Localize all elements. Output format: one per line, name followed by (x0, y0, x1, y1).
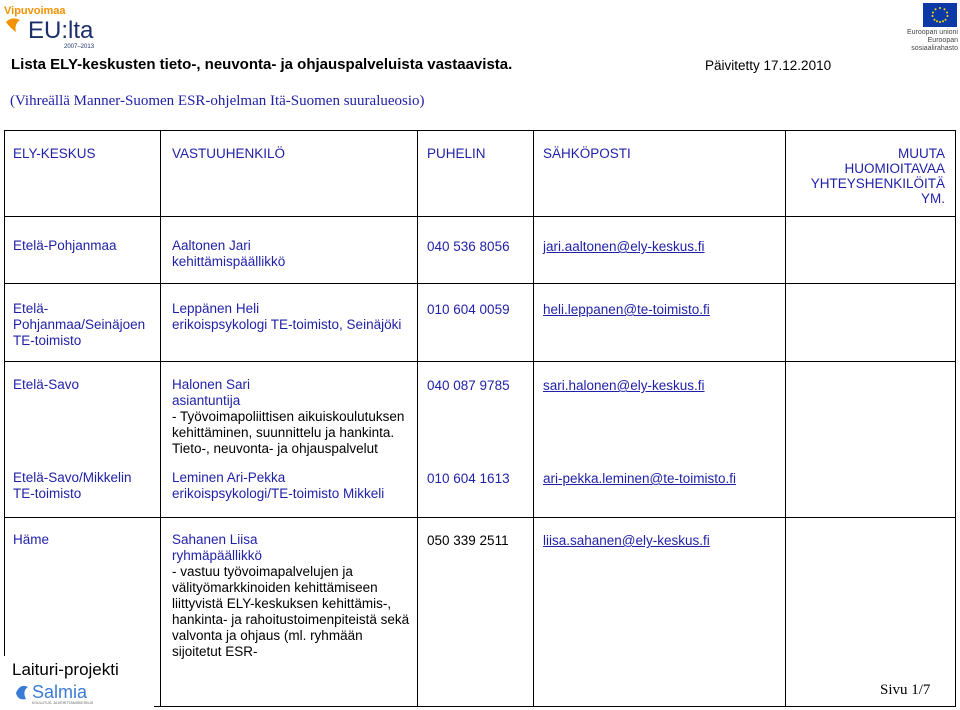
col-header-other: MUUTA HUOMIOITAVAA YHTEYSHENKILÖITÄ YM. (810, 146, 945, 206)
row2-center: Etelä-Pohjanmaa/Seinäjoen TE-toimisto (13, 301, 146, 348)
eu-caption-line2: Euroopan sosiaalirahasto (911, 37, 958, 52)
row4-phone: 010 604 1613 (427, 471, 510, 486)
page-number: Sivu 1/7 (880, 682, 931, 698)
row5-person-desc: - vastuu työvoimapalvelujen ja välityömarkkinoiden kehittämiseen liittyvistä ELY-keskuksen kehittämis-, hankinta- ja rahoitustoimenpiteistä sekä valvonta ja ohjaus (ml. ryhmään sijoitetut ESR- (172, 564, 410, 659)
logo-years-text: 2007–2013 (64, 44, 95, 50)
col-divider-2 (417, 130, 418, 707)
document-subtitle: (Vihreällä Manner-Suomen ESR-ohjelman Itä-Suomen suuralueosio) (10, 93, 425, 109)
footer-project-title: Laituri-projekti (12, 660, 119, 679)
vipuvoimaa-eu-logo (2, 2, 122, 50)
row3-person-role: asiantuntija (172, 393, 241, 408)
row5-person-role: ryhmäpäällikkö (172, 548, 263, 563)
row4-person-role: erikoispsykologi/TE-toimisto Mikkeli (172, 486, 385, 501)
row1-center: Etelä-Pohjanmaa (13, 238, 117, 253)
col-header-phone: PUHELIN (427, 146, 486, 161)
row3-phone: 040 087 9785 (427, 378, 510, 393)
row2-phone: 010 604 0059 (427, 302, 510, 317)
header-bottom-rule (4, 216, 956, 217)
row-rule-1 (4, 283, 956, 284)
col-header-person: VASTUUHENKILÖ (172, 146, 286, 161)
row1-person-cell (172, 238, 410, 270)
row3-person-cell (172, 377, 410, 457)
col-header-center: ELY-KESKUS (13, 146, 96, 161)
row3-person-desc: - Työvoimapoliittisen aikuiskoulutuksen kehittäminen, suunnittelu ja hankinta. Tieto-, neuvonta- ja ohjauspalvelut (172, 409, 405, 456)
row4-email-link[interactable]: ari-pekka.leminen@te-toimisto.fi (543, 471, 737, 486)
row1-person-name: Aaltonen Jari (172, 238, 251, 253)
row3-center: Etelä-Savo (13, 377, 80, 392)
col-divider-3 (533, 130, 534, 707)
row5-phone: 050 339 2511 (427, 533, 509, 548)
row5-email-link[interactable]: liisa.sahanen@ely-keskus.fi (543, 533, 710, 548)
eu-flag-icon (923, 3, 957, 27)
row1-phone: 040 536 8056 (427, 239, 510, 254)
table-top-rule (4, 130, 956, 131)
salmia-logo-text: Salmia (32, 682, 88, 702)
col-divider-4 (785, 130, 786, 707)
col-header-email: SÄHKÖPOSTI (543, 146, 631, 161)
eu-caption-line1: Euroopan unioni (907, 29, 958, 36)
row5-person-cell (172, 532, 410, 660)
row3-email-link[interactable]: sari.halonen@ely-keskus.fi (543, 378, 705, 393)
row2-person-cell (172, 301, 412, 333)
col-divider-1 (160, 130, 161, 707)
updated-date: Päivitetty 17.12.2010 (705, 58, 832, 73)
row2-person-role: erikoispsykologi TE-toimisto, Seinäjöki (172, 317, 402, 332)
salmia-logo (14, 681, 134, 705)
row2-person-name: Leppänen Heli (172, 301, 260, 316)
table-right-border (955, 130, 956, 707)
row4-center: Etelä-Savo/Mikkelin TE-toimisto (13, 470, 132, 501)
row2-email-link[interactable]: heli.leppanen@te-toimisto.fi (543, 302, 710, 317)
salmia-tagline: KOULUTUS- JA KEHITTÄMISKESKUS (32, 701, 94, 705)
eu-caption (880, 29, 958, 53)
row5-person-name: Sahanen Liisa (172, 532, 258, 547)
table-left-border (4, 130, 5, 707)
row4-person-name: Leminen Ari-Pekka (172, 470, 286, 485)
logo-main-text: EU:lta (28, 17, 94, 44)
row1-person-role: kehittämispäällikkö (172, 254, 286, 269)
row-rule-3 (4, 517, 956, 518)
logo-swirl-icon (6, 18, 20, 32)
row1-email-link[interactable]: jari.aaltonen@ely-keskus.fi (543, 239, 705, 254)
row-rule-2 (4, 361, 956, 362)
row5-center: Häme (13, 532, 50, 547)
logo-brand-text: Vipuvoimaa (4, 5, 66, 17)
row4-person-cell (172, 470, 412, 502)
salmia-swirl-icon (16, 686, 28, 700)
row3-person-name: Halonen Sari (172, 377, 251, 392)
document-title: Lista ELY-keskusten tieto-, neuvonta- ja ohjauspalveluista vastaavista. (11, 56, 513, 73)
